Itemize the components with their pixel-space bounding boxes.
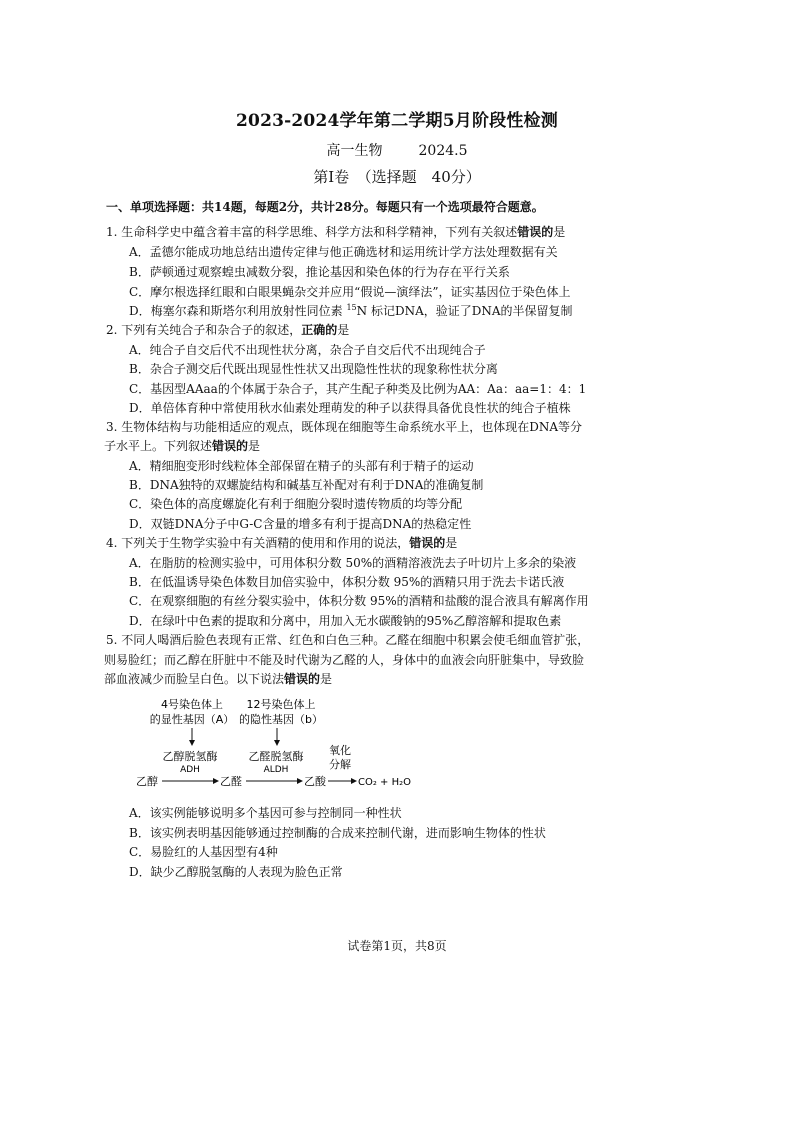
enzyme-1-abbr: ADH xyxy=(180,765,200,775)
question-3-option-c: C．染色体的高度螺旋化有利于细胞分裂时遗传物质的均等分配 xyxy=(129,497,463,511)
question-2-stem: 2. 下列有关纯合子和杂合子的叙述，正确的是 xyxy=(106,323,350,337)
question-2-option-a: A．纯合子自交后代不出现性状分离，杂合子自交后代不出现纯合子 xyxy=(129,343,486,357)
gene-a-label-line-2: 的显性基因（A） xyxy=(149,713,235,726)
question-5-option-c: C．易脸红的人基因型有4种 xyxy=(129,845,278,859)
question-3-option-b: B．DNA独特的双螺旋结构和碱基互补配对有利于DNA的准确复制 xyxy=(129,478,484,492)
section-heading: 一、单项选择题：共14题，每题2分，共计28分。每题只有一个选项最符合题意。 xyxy=(106,200,544,214)
question-2-option-c: C．基因型AAaa的个体属于杂合子，其产生配子种类及比例为AA：Aa：aa=1：4：1 xyxy=(129,382,587,396)
question-2-option-d: D．单倍体育种中常使用秋水仙素处理萌发的种子以获得具备优良性状的纯合子植株 xyxy=(129,401,571,415)
question-1-option-a: A．孟德尔能成功地总结出遗传定律与他正确选材和运用统计学方法处理数据有关 xyxy=(129,245,558,259)
question-5-stem-line-1: 5. 不同人喝酒后脸色表现有正常、红色和白色三种。乙醛在细胞中积累会使毛细血管扩张， xyxy=(106,633,590,647)
question-5-stem-line-2: 则易脸红；而乙醇在肝脏中不能及时代谢为乙醛的人，身体中的血液会向肝脏集中，导致脸 xyxy=(104,653,585,667)
acetaldehyde-label: 乙醛 xyxy=(220,775,242,788)
gene-b-label-line-1: 12号染色体上 xyxy=(246,698,316,711)
oxidation-label-line-1: 氧化 xyxy=(329,744,351,757)
question-4-option-d: D．在绿叶中色素的提取和分离中，用加入无水碳酸钠的95%乙醇溶解和提取色素 xyxy=(129,614,562,628)
question-4-option-b: B．在低温诱导染色体数目加倍实验中，体积分数 95%的酒精只用于洗去卡诺氏液 xyxy=(129,575,565,589)
ethanol-label: 乙醇 xyxy=(136,775,158,788)
question-3-stem-line-2: 子水平上。下列叙述错误的是 xyxy=(104,439,261,453)
question-5-option-b: B．该实例表明基因能够通过控制酶的合成来控制代谢，进而影响生物体的性状 xyxy=(129,826,546,840)
acetic-acid-label: 乙酸 xyxy=(304,775,326,788)
enzyme-1-name: 乙醇脱氢酶 xyxy=(162,750,218,763)
question-1-option-d: D．梅塞尔森和斯塔尔利用放射性同位素 $^{15}$N 标记DNA，验证了DNA的半保留复制 xyxy=(129,303,573,318)
question-4-option-a: A．在脂肪的检测实验中，可用体积分数 50%的酒精溶液洗去子叶切片上多余的染液 xyxy=(129,556,577,570)
metabolic-pathway-diagram xyxy=(134,696,434,792)
question-5-option-a: A．该实例能够说明多个基因可参与控制同一种性状 xyxy=(129,806,402,820)
question-1-option-b: B．萨顿通过观察蝗虫减数分裂，推论基因和染色体的行为存在平行关系 xyxy=(129,265,510,279)
question-3-stem-line-1: 3. 生物体结构与功能相适应的观点，既体现在细胞等生命系统水平上，也体现在DNA等分 xyxy=(106,420,583,434)
question-4-stem: 4. 下列关于生物学实验中有关酒精的使用和作用的说法，错误的是 xyxy=(106,536,458,550)
products-label: CO₂ + H₂O xyxy=(358,777,411,788)
question-2-option-b: B．杂合子测交后代既出现显性性状又出现隐性性状的现象称性状分离 xyxy=(129,362,498,376)
oxidation-label-line-2: 分解 xyxy=(329,758,351,771)
question-1-stem: 1. 生命科学史中蕴含着丰富的科学思维、科学方法和科学精神，下列有关叙述错误的是 xyxy=(106,225,566,239)
question-5-option-d: D．缺少乙醇脱氢酶的人表现为脸色正常 xyxy=(129,865,343,879)
question-5-stem-line-3: 部血液减少而脸呈白色。以下说法错误的是 xyxy=(104,672,333,686)
question-4-option-c: C．在观察细胞的有丝分裂实验中，体积分数 95%的酒精和盐酸的混合液具有解离作用 xyxy=(129,594,589,608)
subject: 高一生物 xyxy=(326,143,383,159)
enzyme-2-name: 乙醛脱氢酶 xyxy=(248,750,304,763)
exam-subtitle xyxy=(0,140,794,160)
enzyme-2-abbr: ALDH xyxy=(263,765,289,775)
exam-date: 2024.5 xyxy=(418,143,468,159)
question-3-option-a: A．精细胞变形时线粒体全部保留在精子的头部有利于精子的运动 xyxy=(129,459,474,473)
page-footer: 试卷第1页，共8页 xyxy=(347,939,447,953)
question-3-option-d: D．双链DNA分子中G-C含量的增多有利于提高DNA的热稳定性 xyxy=(129,517,472,531)
gene-b-label-line-2: 的隐性基因（b） xyxy=(239,713,323,726)
part-title: 第Ⅰ卷 （选择题 40分） xyxy=(313,168,481,186)
exam-title: 2023-2024学年第二学期5月阶段性检测 xyxy=(236,111,558,131)
question-1-option-c: C．摩尔根选择红眼和白眼果蝇杂交并应用“假说—演绎法”，证实基因位于染色体上 xyxy=(129,285,571,299)
gene-a-label-line-1: 4号染色体上 xyxy=(161,698,223,711)
